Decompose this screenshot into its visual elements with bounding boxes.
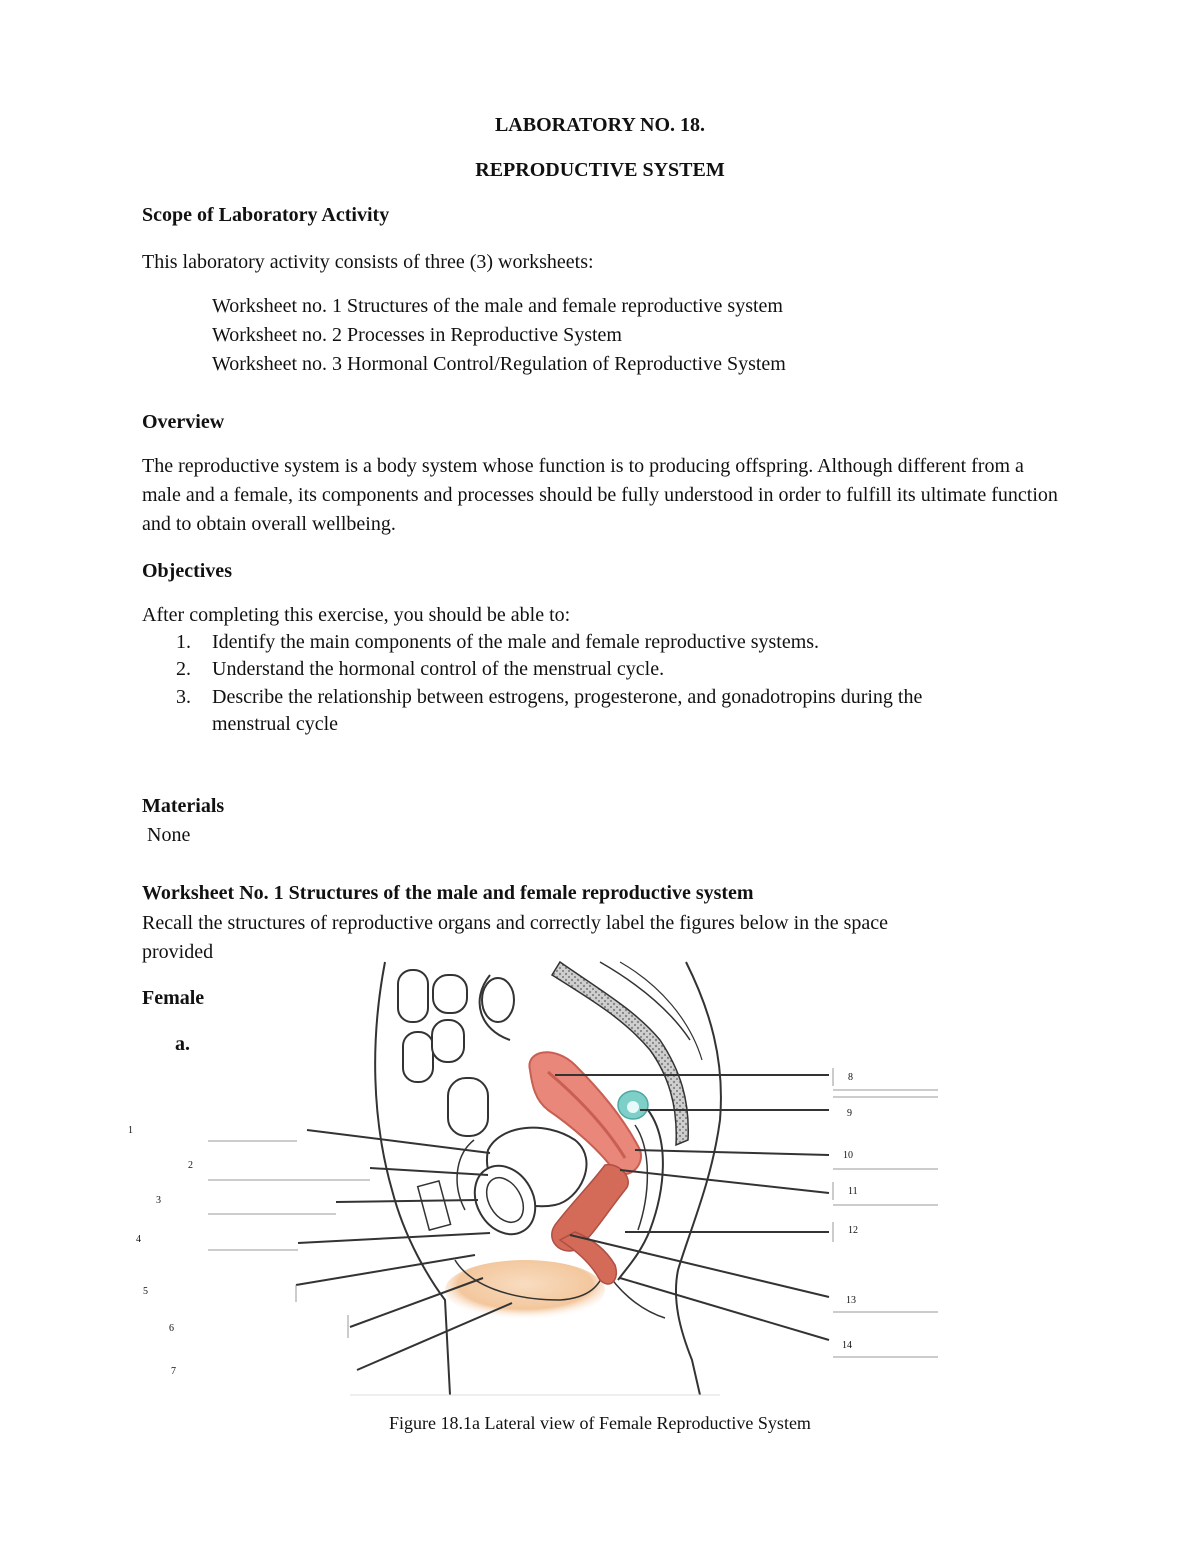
label-12: 12 (848, 1225, 858, 1236)
leader-line-10 (635, 1150, 829, 1155)
worksheet-list-item: Worksheet no. 2 Processes in Reproductive System (212, 324, 622, 346)
objective-text-continued: menstrual cycle (212, 713, 339, 735)
objective-number: 1. (176, 631, 191, 653)
objective-number: 3. (176, 686, 191, 708)
label-8: 8 (848, 1072, 853, 1083)
label-1: 1 (128, 1125, 133, 1136)
label-11: 11 (848, 1186, 858, 1197)
worksheet1-heading-rest: No. 1 Structures of the male and female reproductive system (234, 882, 754, 904)
objectives-intro: After completing this exercise, you should be able to: (142, 604, 571, 626)
leader-line-7 (357, 1303, 512, 1370)
worksheet1-heading-prefix: Worksheet (142, 882, 235, 904)
objective-number: 2. (176, 658, 191, 680)
mons-pubis (418, 1181, 451, 1230)
materials-heading: Materials (142, 795, 225, 817)
label-6: 6 (169, 1323, 174, 1334)
lab-title: LABORATORY NO. 18. (494, 114, 706, 136)
left-leader-lines (296, 1130, 512, 1370)
part-label: a. (175, 1033, 190, 1055)
label-14: 14 (842, 1340, 852, 1351)
leader-line-11 (620, 1170, 829, 1193)
leader-line-14 (620, 1278, 829, 1340)
label-10: 10 (843, 1150, 853, 1161)
left-answer-blanks (208, 1141, 370, 1338)
worksheet-list-item: Worksheet no. 3 Hormonal Control/Regulation of Reproductive System (212, 353, 786, 375)
objective-text: Describe the relationship between estrogens, progesterone, and gonadotropins during the (212, 686, 923, 708)
objectives-heading: Objectives (142, 560, 232, 582)
leader-line-5 (296, 1255, 475, 1285)
leader-line-3 (336, 1200, 478, 1202)
objective-text: Understand the hormonal control of the menstrual cycle. (212, 658, 665, 680)
worksheet-list-item: Worksheet no. 1 Structures of the male and female reproductive system (212, 295, 783, 317)
label-2: 2 (188, 1160, 193, 1171)
intestines (398, 970, 514, 1136)
label-7: 7 (171, 1366, 176, 1377)
label-5: 5 (143, 1286, 148, 1297)
objective-text: Identify the main components of the male and female reproductive systems. (212, 631, 820, 653)
worksheet1-instruction-cont: provided (142, 941, 214, 963)
perineum-region (445, 1260, 605, 1320)
lab-subtitle: REPRODUCTIVE SYSTEM (475, 159, 725, 181)
label-13: 13 (846, 1295, 856, 1306)
scope-intro: This laboratory activity consists of three (3) worksheets: (142, 251, 594, 273)
overview-heading: Overview (142, 411, 225, 433)
label-3: 3 (156, 1195, 161, 1206)
female-section-heading: Female (142, 987, 205, 1009)
label-4: 4 (136, 1234, 141, 1245)
figure-caption: Figure 18.1a Lateral view of Female Reproductive System (389, 1413, 811, 1433)
worksheet1-instruction: Recall the structures of reproductive organs and correctly label the figures below in the space (142, 912, 889, 934)
label-9: 9 (847, 1108, 852, 1119)
scope-heading: Scope of Laboratory Activity (142, 204, 390, 226)
leader-line-4 (298, 1233, 490, 1243)
materials-text: None (147, 824, 191, 846)
overview-text: The reproductive system is a body system whose function is to producing offspring. Although different from a male and a female, its components and processes should be fully understood in order to fulfill its ultimate function and to obtain overall wellbeing. (142, 455, 1058, 535)
